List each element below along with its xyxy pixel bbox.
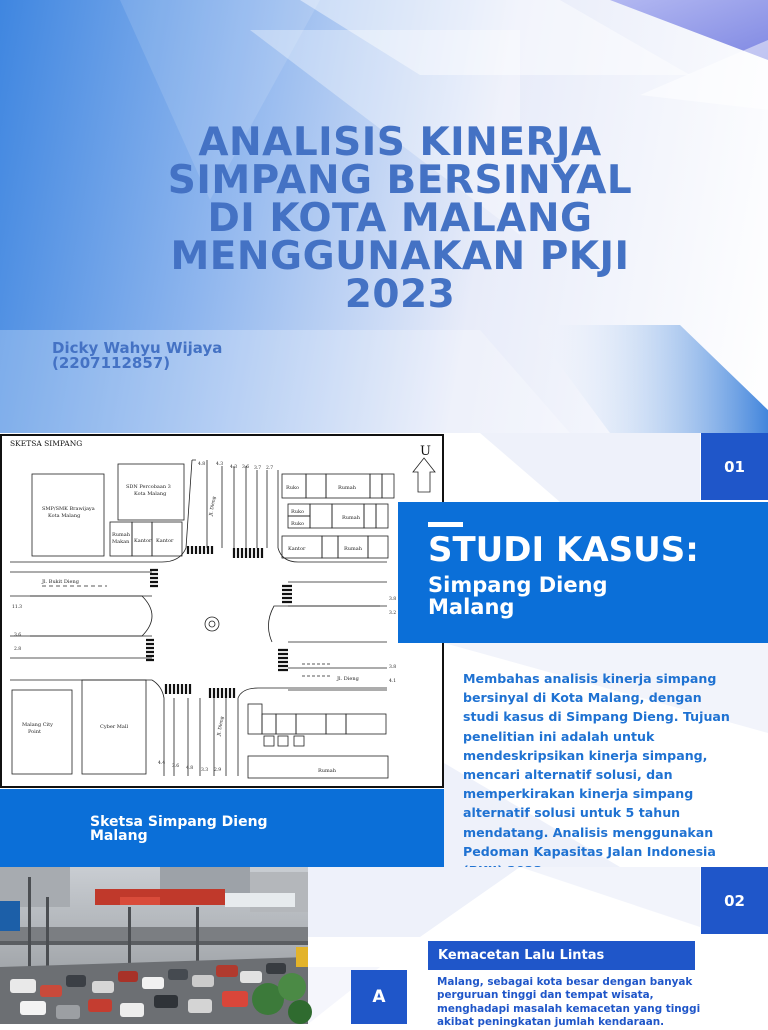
title-slide: [0, 0, 768, 433]
description-line: mendeskripsikan kinerja simpang,: [463, 747, 708, 763]
road-label: Jl. Bukit Dieng: [42, 579, 79, 585]
building-label: Point: [28, 729, 42, 735]
case-subtitle: [428, 574, 728, 618]
title-line: ANALISIS KINERJA: [198, 120, 602, 165]
dim-label: 3.3: [201, 768, 209, 773]
sketch-header: SKETSA SIMPANG: [10, 439, 83, 448]
building-label: Kota Malang: [48, 513, 81, 519]
issue-line: Malang, sebagai kota besar dengan banyak: [437, 976, 693, 988]
accent-rule: [428, 522, 463, 527]
caption-line: Malang: [90, 828, 148, 844]
author-name: Dicky Wahyu Wijaya: [52, 339, 223, 357]
building-label: Kantor: [134, 538, 152, 544]
subtitle-line: Malang: [428, 595, 515, 619]
roundabout: [205, 617, 219, 631]
building-label: Kota Malang: [134, 491, 167, 497]
dim-label: 3.6: [242, 465, 250, 470]
sketch-caption: [90, 815, 350, 843]
building-label: Rumah: [342, 515, 360, 521]
title-line: DI KOTA MALANG: [207, 196, 593, 241]
north-label: U: [420, 444, 431, 459]
description-line: Membahas analisis kinerja simpang: [463, 671, 717, 686]
issue-line: menghadapi masalah kemacetan yang tinggi: [437, 1002, 701, 1015]
section-number-badge: 01: [701, 433, 768, 500]
building-label: Makan: [112, 539, 130, 545]
author-id: (2207112857): [52, 354, 171, 372]
title-line: 2023: [344, 272, 456, 317]
description-line: alternatif solusi untuk 5 tahun: [463, 805, 681, 821]
dim-label: 4.8: [186, 766, 194, 771]
description-line: mendatang. Analisis menggunakan: [463, 824, 714, 840]
issue-line: akibat peningkatan jumlah kendaraan.: [437, 1016, 665, 1029]
building-label: Rumah: [338, 485, 356, 491]
building-label: Malang City: [22, 722, 53, 728]
author-block: [52, 341, 222, 371]
building-label: Kantor: [288, 546, 306, 552]
issue-description: [437, 976, 707, 1030]
intersection-sketch: [0, 434, 444, 788]
crosswalk-south: [166, 684, 234, 698]
dim-label: 11.3: [12, 605, 23, 610]
case-study-slide: [0, 433, 768, 867]
description-line: mencari alternatif solusi, dan: [463, 767, 673, 783]
dim-label: 2.9: [214, 768, 222, 773]
dim-label: 3.8: [389, 665, 397, 670]
description-line: Pedoman Kapasitas Jalan Indonesia: [463, 843, 716, 859]
caption-line: Sketsa Simpang Dieng: [90, 814, 268, 830]
dim-label: 2.7: [266, 466, 274, 471]
building-row-se: [248, 704, 388, 778]
dim-label: 3.6: [14, 633, 22, 638]
case-description: [463, 669, 741, 880]
dim-label: 4.3: [216, 462, 224, 467]
issue-line: perguruan tinggi dan tempat wisata,: [437, 989, 654, 1002]
building-label: Cyber Mall: [100, 724, 129, 730]
building-label: SMP/SMK Brawijaya: [42, 506, 95, 512]
building-label: Ruko: [286, 485, 300, 491]
dim-label: 4.1: [389, 679, 397, 684]
description-line: studi kasus di Simpang Dieng. Tujuan: [463, 709, 730, 725]
dim-label: 3.8: [389, 597, 397, 602]
building-label: SDN Percobaan 3: [126, 484, 171, 490]
building-label: Ruko: [291, 521, 305, 527]
building-label: Rumah: [112, 532, 130, 538]
crosswalk-north: [188, 546, 262, 558]
problem-slide: [0, 867, 768, 1029]
dim-label: 3.6: [172, 764, 180, 769]
description-line: memperkirakan kinerja simpang: [463, 786, 694, 802]
issue-letter-badge: A: [351, 970, 407, 1024]
dim-label: 3.7: [254, 466, 262, 471]
crosswalk-east: [278, 586, 292, 670]
road-label: Jl. Dieng: [217, 716, 226, 737]
road-label: Jl. Dieng: [209, 496, 218, 517]
dim-label: 4.3: [230, 465, 238, 470]
case-title: STUDI KASUS:: [428, 530, 699, 570]
dim-label: 2.8: [14, 647, 22, 652]
title-line: MENGGUNAKAN PKJI: [170, 234, 630, 279]
building-mall1: [12, 690, 72, 774]
building-label: Rumah: [344, 546, 362, 552]
presentation-title: [90, 120, 710, 317]
building-label: Kantor: [156, 538, 174, 544]
dim-label: 4.8: [198, 462, 206, 467]
sketch-drawing: [2, 436, 442, 786]
title-line: SIMPANG BERSINYAL: [167, 158, 633, 203]
subtitle-line: Simpang Dieng: [428, 573, 608, 597]
dim-label: 3.2: [389, 611, 397, 616]
building-label: Ruko: [291, 509, 305, 515]
description-line: bersinyal di Kota Malang, dengan: [463, 690, 702, 706]
dim-label: 4.4: [158, 761, 166, 766]
building-label: Rumah: [318, 768, 336, 774]
section-number-badge: 02: [701, 867, 768, 934]
traffic-photo: [0, 867, 308, 1024]
description-line: penelitian ini adalah untuk: [463, 728, 655, 744]
issue-title: Kemacetan Lalu Lintas: [428, 941, 695, 970]
north-arrow-icon: [413, 458, 435, 492]
road-label: Jl. Dieng: [337, 676, 359, 682]
